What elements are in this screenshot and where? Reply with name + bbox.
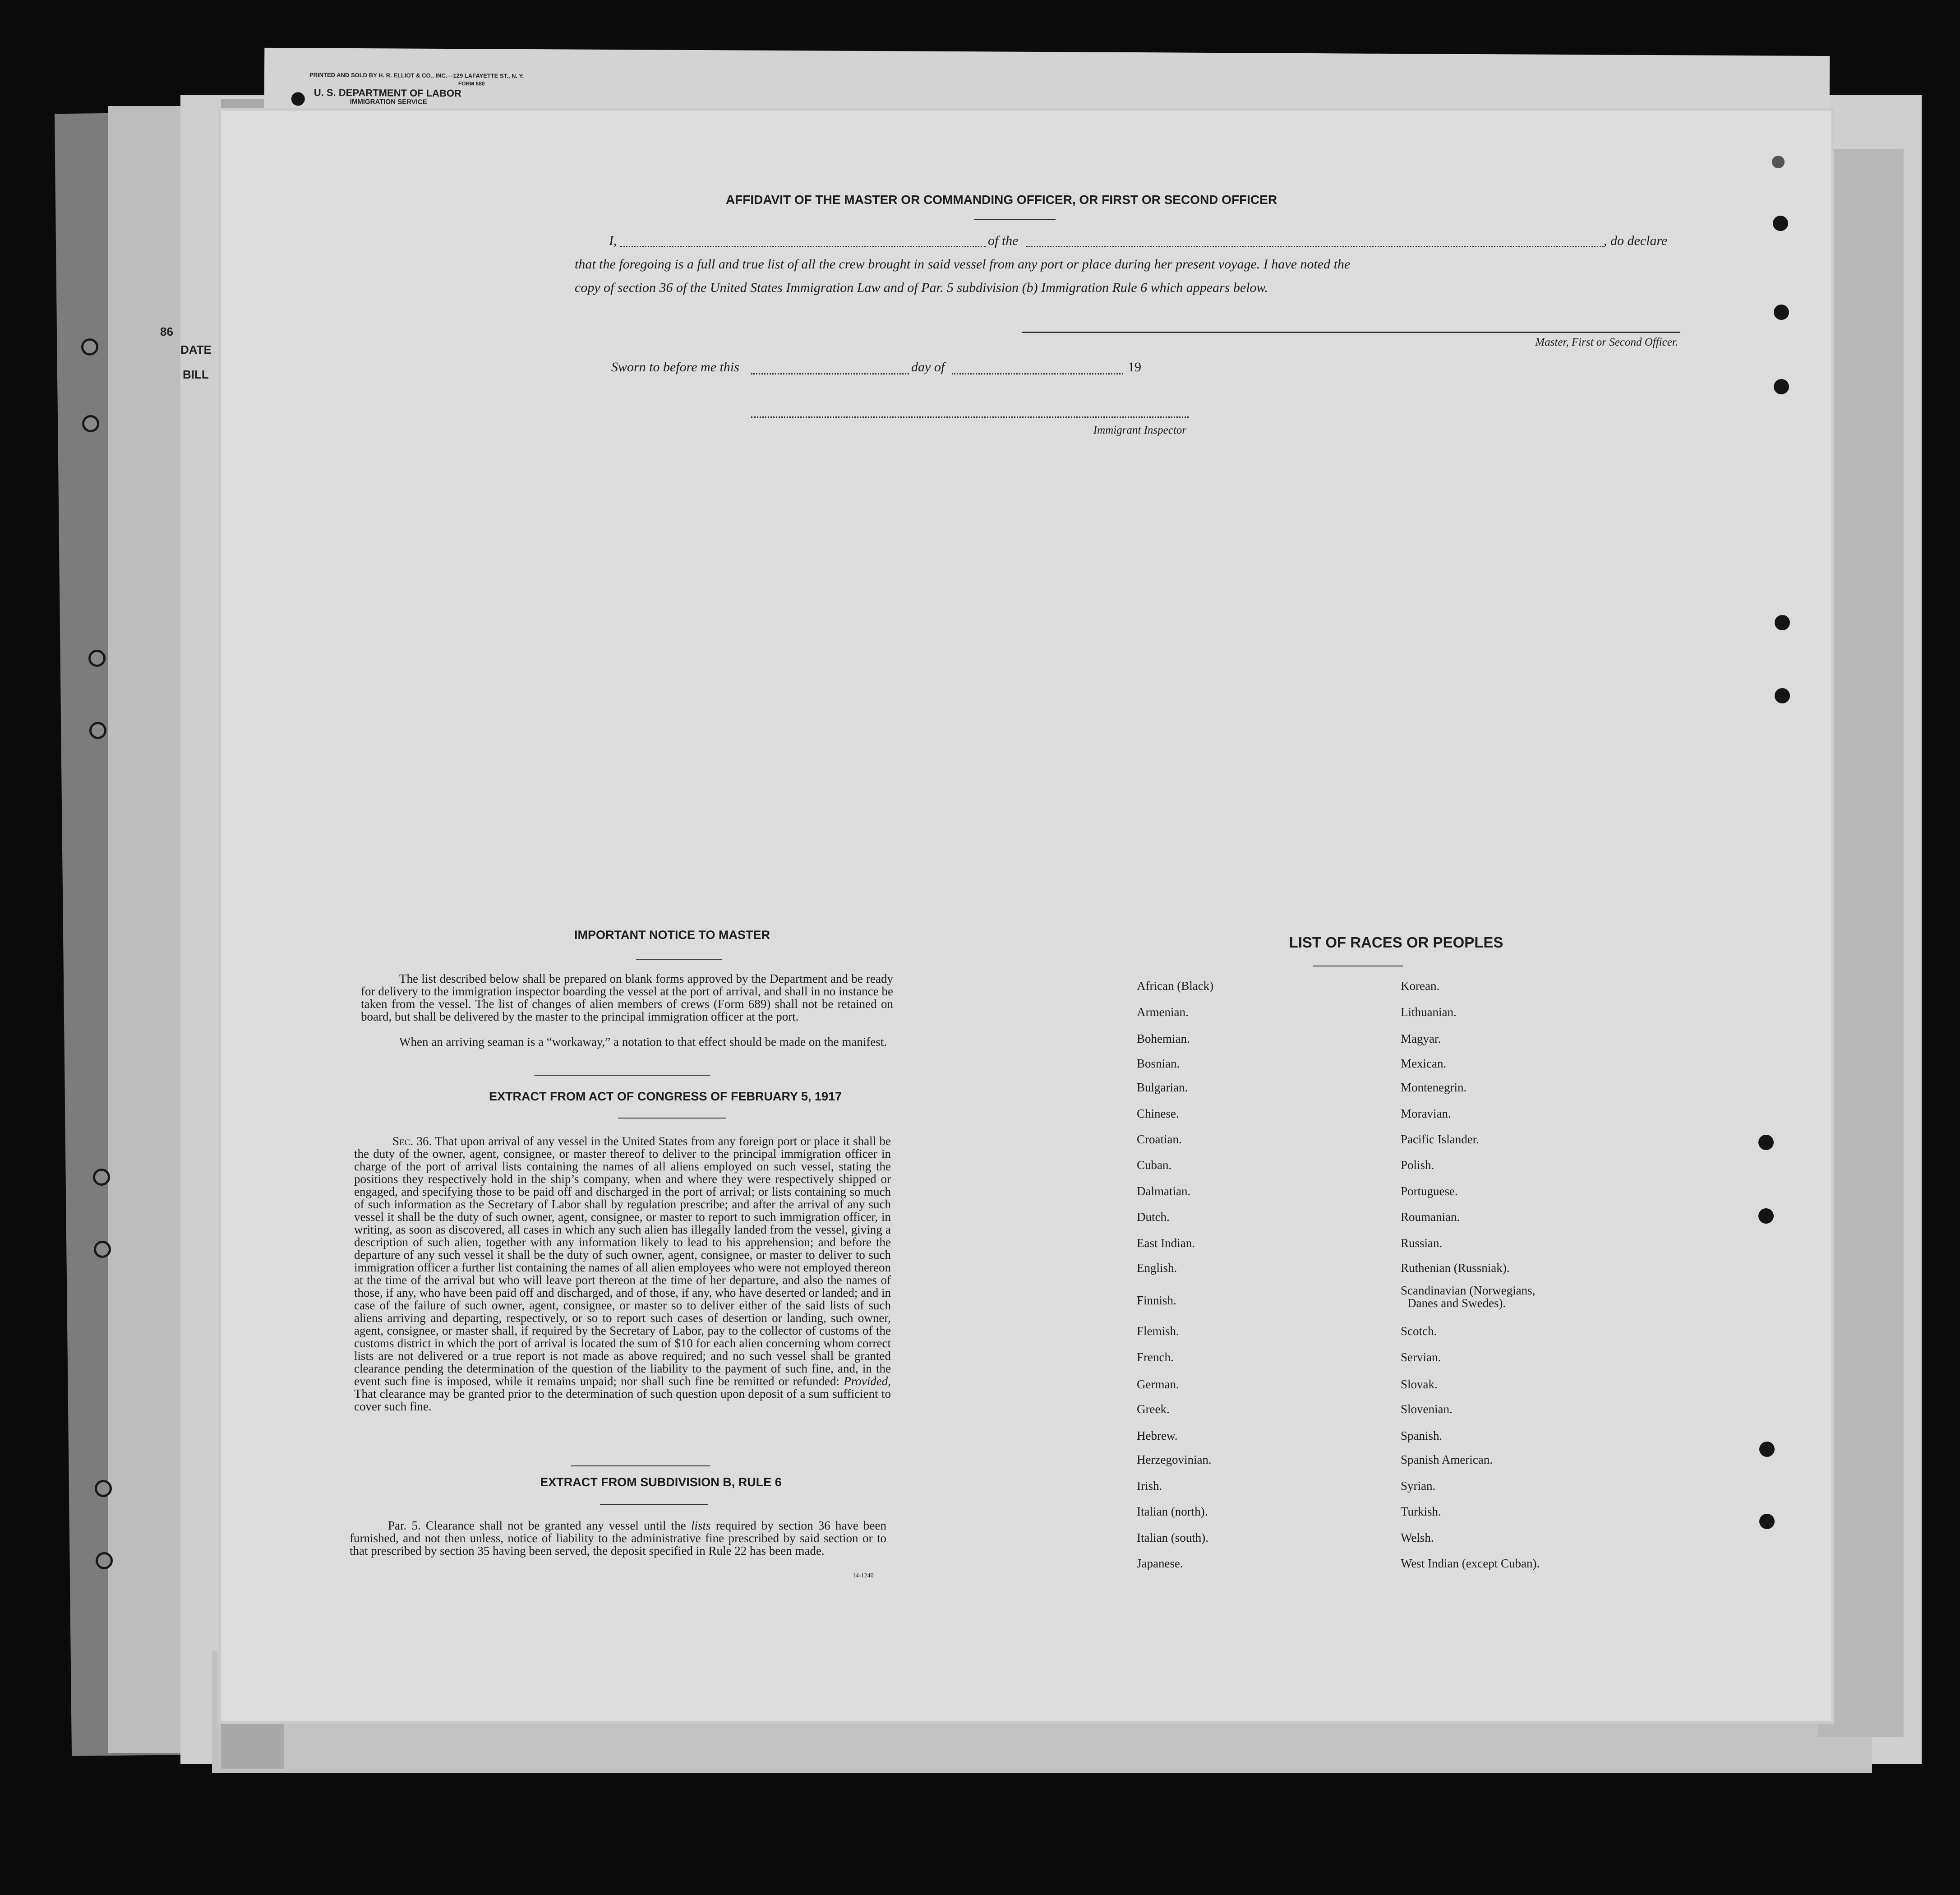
race-item: Finnish.	[1137, 1294, 1176, 1307]
divider	[571, 1465, 710, 1466]
race-item: Herzegovinian.	[1137, 1453, 1212, 1466]
race-item: Russian.	[1401, 1236, 1443, 1250]
affidavit-i: I,	[609, 233, 617, 248]
inspector-signature-line[interactable]	[751, 416, 1189, 418]
affidavit-declare: , do declare	[1604, 233, 1668, 248]
sworn-month-blank	[952, 373, 1123, 374]
race-item: Dalmatian.	[1137, 1184, 1191, 1198]
binder-hole-icon	[95, 1480, 112, 1497]
race-item: Greek.	[1137, 1402, 1170, 1416]
race-item: Roumanian.	[1401, 1210, 1460, 1224]
lists-word: lists	[691, 1519, 711, 1532]
race-item: Japanese.	[1137, 1557, 1183, 1570]
master-signature-label: Master, First or Second Officer.	[1535, 336, 1678, 348]
sworn-day-blank	[751, 373, 909, 374]
race-item: Cuban.	[1137, 1158, 1172, 1172]
race-item: Ruthenian (Russniak).	[1401, 1261, 1510, 1275]
race-item: Lithuanian.	[1401, 1005, 1457, 1019]
divider	[535, 1075, 710, 1076]
race-item: Turkish.	[1401, 1505, 1441, 1518]
form-number: FORM 680	[458, 80, 485, 87]
binder-hole-icon	[96, 1552, 113, 1569]
affidavit-line-3: copy of section 36 of the United States Immigration Law and of Par. 5 subdivision (b) Immigration Rule 6 which appears below.	[575, 280, 1268, 295]
punch-hole-icon	[1759, 1514, 1775, 1529]
race-item: English.	[1137, 1261, 1177, 1275]
punch-hole-icon	[1774, 379, 1789, 394]
section-body-end: That clearance may be granted prior to the determination of such question upon deposit of a sum sufficient to cover such fine.	[354, 1387, 891, 1413]
race-item: Hebrew.	[1137, 1429, 1178, 1442]
race-item: Montenegrin.	[1401, 1081, 1467, 1094]
binder-hole-icon	[89, 722, 106, 739]
race-item: Chinese.	[1137, 1107, 1179, 1120]
race-item: Scandinavian (Norwegians,	[1401, 1284, 1536, 1297]
extract-rule-title: EXTRACT FROM SUBDIVISION B, RULE 6	[540, 1475, 782, 1489]
side-date-label: DATE	[180, 343, 212, 356]
affidavit-title: AFFIDAVIT OF THE MASTER OR COMMANDING OFFICER, OR FIRST OR SECOND OFFICER	[725, 193, 1277, 207]
rule-body: Par. 5. Clearance shall not be granted any vessel until the	[388, 1519, 686, 1532]
notice-paragraph-1: The list described below shall be prepared on blank forms approved by the Department and be ready for delivery to the immigration inspector boarding the vessel at the port of arrival, and shall in no instance be taken from the vessel. The list of changes of alien members of crews (Form 689) shall not be retained on board, but shall be delivered by the master to the principal immigration officer at the port.	[361, 972, 893, 1023]
race-item: Portuguese.	[1401, 1184, 1458, 1198]
race-item: Armenian.	[1137, 1005, 1189, 1019]
race-item: Dutch.	[1137, 1210, 1170, 1224]
year-label: 19	[1128, 360, 1141, 374]
race-item: Servian.	[1401, 1350, 1441, 1364]
divider	[636, 959, 722, 960]
race-item: East Indian.	[1137, 1236, 1195, 1250]
race-item: Moravian.	[1401, 1107, 1451, 1120]
punch-hole-icon	[1759, 1442, 1775, 1457]
printer-line: PRINTED AND SOLD BY H. R. ELLIOT & CO., INC.—129 LAFAYETTE ST., N. Y.	[309, 71, 524, 79]
side-number: 86	[160, 325, 173, 338]
race-item: Flemish.	[1137, 1324, 1179, 1338]
name-blank	[620, 246, 986, 247]
race-item: Irish.	[1137, 1479, 1162, 1493]
punch-hole-icon	[291, 92, 305, 106]
race-item: African (Black)	[1137, 979, 1214, 993]
race-item: Bosnian.	[1137, 1057, 1180, 1070]
punch-hole-icon	[1773, 216, 1788, 231]
day-of-label: day of	[911, 360, 945, 374]
form-code: 14-1240	[853, 1572, 874, 1579]
binder-hole-icon	[94, 1241, 111, 1258]
notice-paragraph-2: When an arriving seaman is a “workaway,” a notation to that effect should be made on the manifest.	[399, 1035, 887, 1049]
race-item: Syrian.	[1401, 1479, 1436, 1493]
divider	[974, 219, 1056, 220]
service-name: IMMIGRATION SERVICE	[350, 97, 427, 106]
race-item-continuation: Danes and Swedes).	[1407, 1296, 1506, 1310]
race-item: Slovenian.	[1401, 1402, 1453, 1416]
race-item: Croatian.	[1137, 1132, 1182, 1146]
race-item: Italian (south).	[1137, 1531, 1208, 1544]
binder-hole-icon	[81, 338, 98, 356]
punch-hole-icon	[1775, 688, 1790, 703]
rule-body-end: required by section 36 have been furnished, and not then unless, notice of liability to the administrative fine prescribed by said section or to that prescribed by section 35 having been served, the deposit specified in Rule 22 has been made.	[350, 1519, 887, 1558]
affidavit-line-2: that the foregoing is a full and true list of all the crew brought in said vessel from any port or place during her present voyage. I have noted the	[575, 257, 1351, 272]
notice-title: IMPORTANT NOTICE TO MASTER	[574, 928, 770, 942]
race-item: Spanish.	[1401, 1429, 1443, 1442]
races-title: LIST OF RACES OR PEOPLES	[1289, 934, 1503, 951]
race-item: Mexican.	[1401, 1057, 1447, 1070]
race-item: Italian (north).	[1137, 1505, 1208, 1518]
side-bill-label: BILL	[183, 368, 209, 381]
race-item: German.	[1137, 1377, 1179, 1391]
punch-hole-icon	[1758, 1208, 1774, 1224]
race-item: Spanish American.	[1401, 1453, 1493, 1466]
sworn-label: Sworn to before me this	[611, 360, 739, 374]
race-item: French.	[1137, 1350, 1174, 1364]
punch-hole-icon	[1775, 615, 1790, 630]
race-item: Bulgarian.	[1137, 1081, 1188, 1094]
master-signature-line[interactable]	[1022, 332, 1680, 333]
vessel-blank	[1026, 246, 1604, 247]
rule-text	[350, 1519, 886, 1557]
race-item: Korean.	[1401, 979, 1440, 993]
inspector-label: Immigrant Inspector	[1093, 424, 1186, 436]
provided-word: Provided,	[844, 1374, 891, 1388]
race-item: Scotch.	[1401, 1324, 1437, 1338]
main-page	[221, 111, 1831, 1721]
binder-hole-icon	[93, 1169, 110, 1186]
affidavit-of-the: of the	[988, 233, 1019, 248]
punch-hole-icon	[1758, 1135, 1774, 1150]
race-item: Slovak.	[1401, 1377, 1438, 1391]
race-item: Pacific Islander.	[1401, 1132, 1479, 1146]
punch-hole-icon	[1772, 156, 1785, 168]
race-item: West Indian (except Cuban).	[1401, 1557, 1540, 1570]
race-item: Bohemian.	[1137, 1032, 1190, 1045]
extract-act-title: EXTRACT FROM ACT OF CONGRESS OF FEBRUARY 5, 1917	[489, 1090, 842, 1103]
section-label: Sec. 36.	[392, 1134, 432, 1148]
binder-hole-icon	[88, 650, 106, 667]
section-36-text	[354, 1135, 891, 1413]
race-item: Magyar.	[1401, 1032, 1441, 1045]
binder-hole-icon	[82, 415, 99, 432]
divider	[618, 1118, 726, 1119]
divider	[600, 1504, 708, 1505]
department-name: U. S. DEPARTMENT OF LABOR	[314, 87, 462, 99]
section-body: That upon arrival of any vessel in the United States from any foreign port or place it shall be the duty of the owner, agent, consignee, or master thereof to deliver to the principal immigration officer in charge of the port of arrival lists containing the names of all aliens employed on such vessel, stating the positions they respectively hold in the ship’s company, when and where they were respectively shipped or engaged, and specifying those to be paid off and discharged in the port of arrival; or lists containing so much of such information as the Secretary of Labor shall by regulation prescribe; and after the arrival of any such vessel it shall be the duty of such owner, agent, consignee, or master to report to such immigration officer, in writing, as soon as discovered, all cases in which any such alien has illegally landed from the vessel, giving a description of such alien, together with any information likely to lead to his apprehension; and before the departure of any such vessel it shall be the duty of such owner, agent, consignee, or master to deliver to such immigration officer a further list containing the names of all alien employees who were not employed thereon at the time of the arrival but who will leave port thereon at the time of her departure, and also the names of those, if any, who have been paid off and discharged, and of those, if any, who have deserted or landed; and in case of the failure of such owner, agent, consignee, or master so to deliver either of the said lists of such aliens arriving and departing, respectively, or so to report such cases of desertion or landing, such owner, agent, consignee, or master shall, if required by the Secretary of Labor, pay to the collector of customs of the customs district in which the port of arrival is located the sum of $10 for each alien concerning whom correct lists are not delivered or a true report is not made as above required; and no such vessel shall be granted clearance pending the determination of the question of the liability to the payment of such fine, and, in the event such fine is imposed, while it remains unpaid; nor shall such fine be remitted or refunded:	[354, 1134, 891, 1388]
punch-hole-icon	[1774, 305, 1789, 320]
race-item: Polish.	[1401, 1158, 1434, 1172]
race-item: Welsh.	[1401, 1531, 1434, 1544]
